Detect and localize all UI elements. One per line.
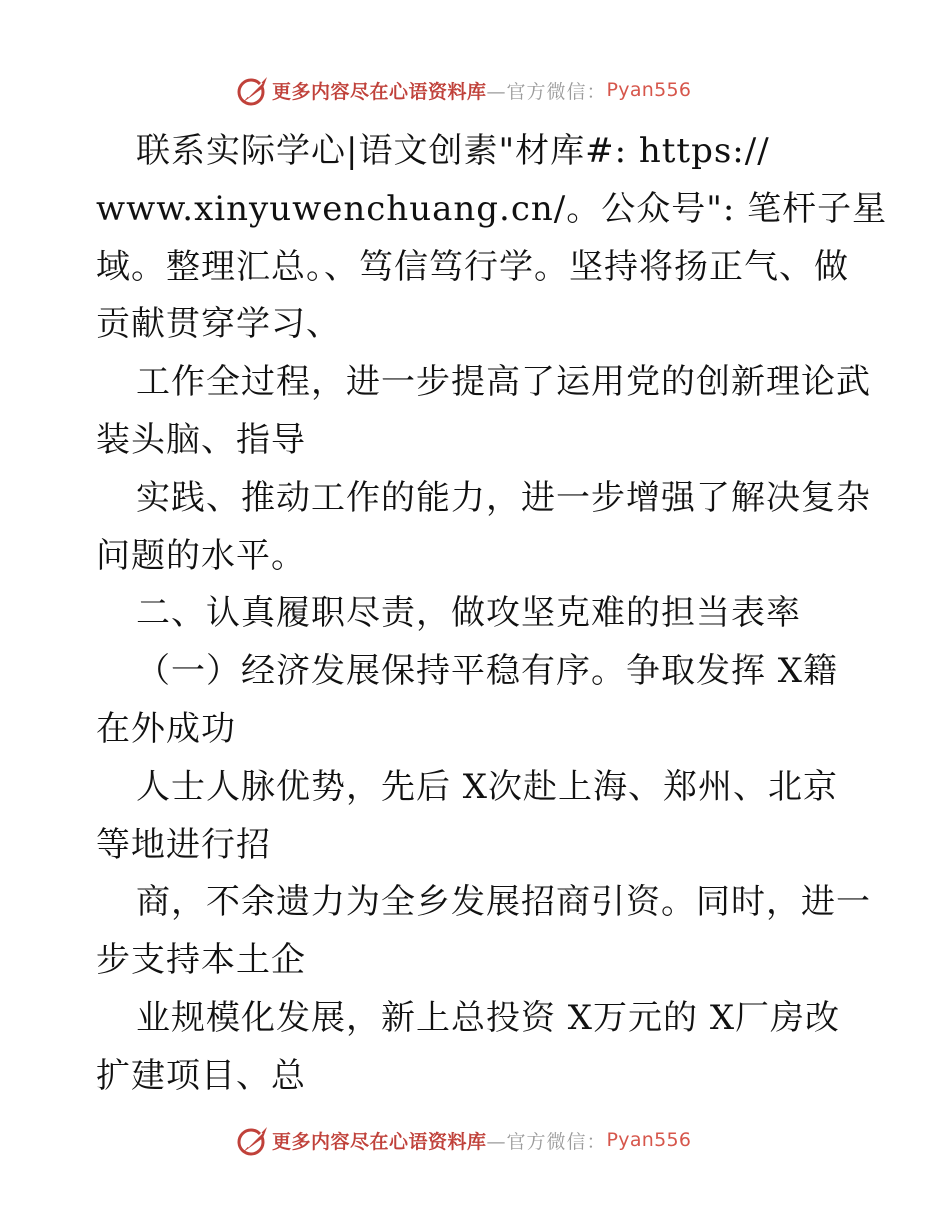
banner-brand-text: 更多内容尽在心语资料库 — [272, 1130, 487, 1153]
body-line: 装头脑、指导 — [96, 419, 306, 460]
document-body — [96, 123, 888, 1106]
body-line: 商，不余遗力为全乡发展招商引资。同时，进一 — [136, 882, 871, 923]
banner-brand-text: 更多内容尽在心语资料库 — [272, 80, 487, 103]
body-line: 联系实际学心|语文创素"材库#: https:// — [136, 131, 770, 171]
body-line: www.xinyuwenchuang.cn/。公众号": 笔杆子星 — [96, 188, 888, 229]
body-line: 业规模化发展，新上总投资 X万元的 X厂房改 — [136, 997, 841, 1038]
quill-pen-circle-icon — [236, 1123, 270, 1157]
quill-pen-circle-icon — [236, 73, 270, 107]
section-heading: 二、认真履职尽责，做攻坚克难的担当表率 — [136, 593, 801, 634]
body-line: 扩建项目、总 — [96, 1055, 306, 1096]
body-line: 问题的水平。 — [96, 535, 306, 576]
footer-banner — [236, 1123, 691, 1157]
banner-separator-text: —官方微信： — [486, 80, 607, 103]
banner-wechat-id: Pyan556 — [606, 79, 692, 101]
body-line: 人士人脉优势，先后 X次赴上海、郑州、北京 — [136, 766, 839, 807]
body-line: 在外成功 — [96, 708, 236, 749]
body-line: 实践、推动工作的能力，进一步增强了解决复杂 — [136, 477, 871, 518]
banner-wechat-id: Pyan556 — [606, 1129, 692, 1151]
body-line: 贡献贯穿学习、 — [96, 304, 341, 345]
body-line: 等地进行招 — [96, 824, 271, 865]
header-banner — [236, 73, 691, 107]
body-line: 步支持本土企 — [96, 940, 306, 981]
subsection-heading: （一）经济发展保持平稳有序。争取发挥 X籍 — [136, 651, 839, 692]
banner-separator-text: —官方微信： — [486, 1130, 607, 1153]
body-line: 工作全过程，进一步提高了运用党的创新理论武 — [136, 362, 871, 403]
body-line: 域。整理汇总。、笃信笃行学。坚持将扬正气、做 — [96, 246, 849, 287]
